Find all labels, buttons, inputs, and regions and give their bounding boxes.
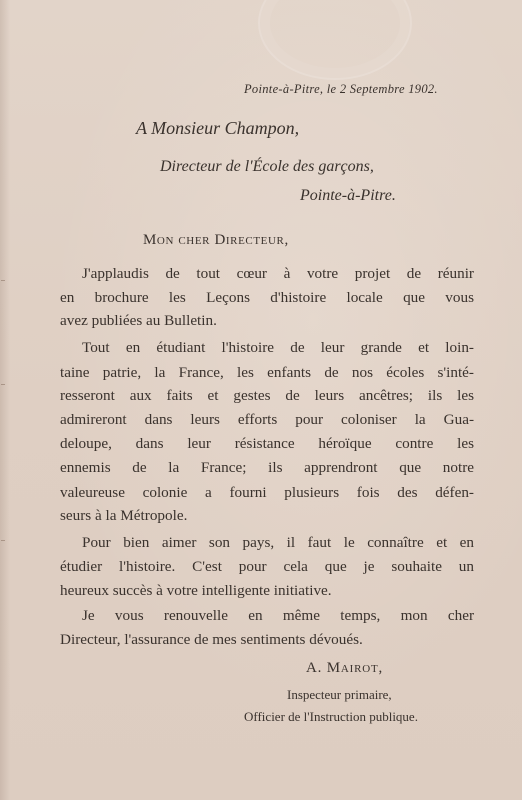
embossed-seal — [258, 0, 412, 80]
page-binding-edge — [0, 0, 10, 800]
body-line: Pour bien aimer son pays, il faut le connaître et en — [82, 534, 474, 551]
margin-mark — [1, 280, 5, 281]
body-line: deloupe, dans leur résistance héroïque contre les — [60, 435, 474, 452]
body-line: resseront aux faits et gestes de leurs ancêtres; ils les — [60, 387, 474, 404]
recipient-position: Directeur de l'École des garçons, — [160, 158, 374, 175]
signature-name: A. Mairot, — [306, 660, 384, 676]
body-line: admireront dans leurs efforts pour coloniser la Gua- — [60, 411, 474, 428]
body-line: en brochure les Leçons d'histoire locale que vous — [60, 289, 474, 306]
recipient-city: Pointe-à-Pitre. — [300, 187, 396, 204]
body-line: ennemis de la France; ils apprendront que notre — [60, 459, 474, 476]
body-line: avez publiées au Bulletin. — [60, 312, 217, 329]
body-line: Tout en étudiant l'histoire de leur grande et loin- — [82, 339, 474, 356]
body-line: Je vous renouvelle en même temps, mon cher — [82, 607, 474, 624]
body-line: valeureuse colonie a fourni plusieurs fois des défen- — [60, 484, 474, 501]
body-line: taine patrie, la France, les enfants de nos écoles s'inté- — [60, 364, 474, 381]
margin-mark — [1, 384, 5, 385]
body-line: étudier l'histoire. C'est pour cela que je souhaite un — [60, 558, 474, 575]
signature-title: Inspecteur primaire, — [287, 687, 392, 702]
body-line: heureux succès à votre intelligente initiative. — [60, 582, 332, 599]
body-line: Directeur, l'assurance de mes sentiments dévoués. — [60, 631, 363, 648]
salutation: Mon cher Directeur, — [143, 232, 289, 248]
recipient-name: A Monsieur Champon, — [136, 118, 300, 138]
letter-date: Pointe-à-Pitre, le 2 Septembre 1902. — [244, 82, 438, 96]
body-line: J'applaudis de tout cœur à votre projet de réunir — [82, 265, 474, 282]
body-line: seurs à la Métropole. — [60, 507, 188, 524]
signature-distinction: Officier de l'Instruction publique. — [244, 709, 418, 724]
margin-mark — [1, 540, 5, 541]
